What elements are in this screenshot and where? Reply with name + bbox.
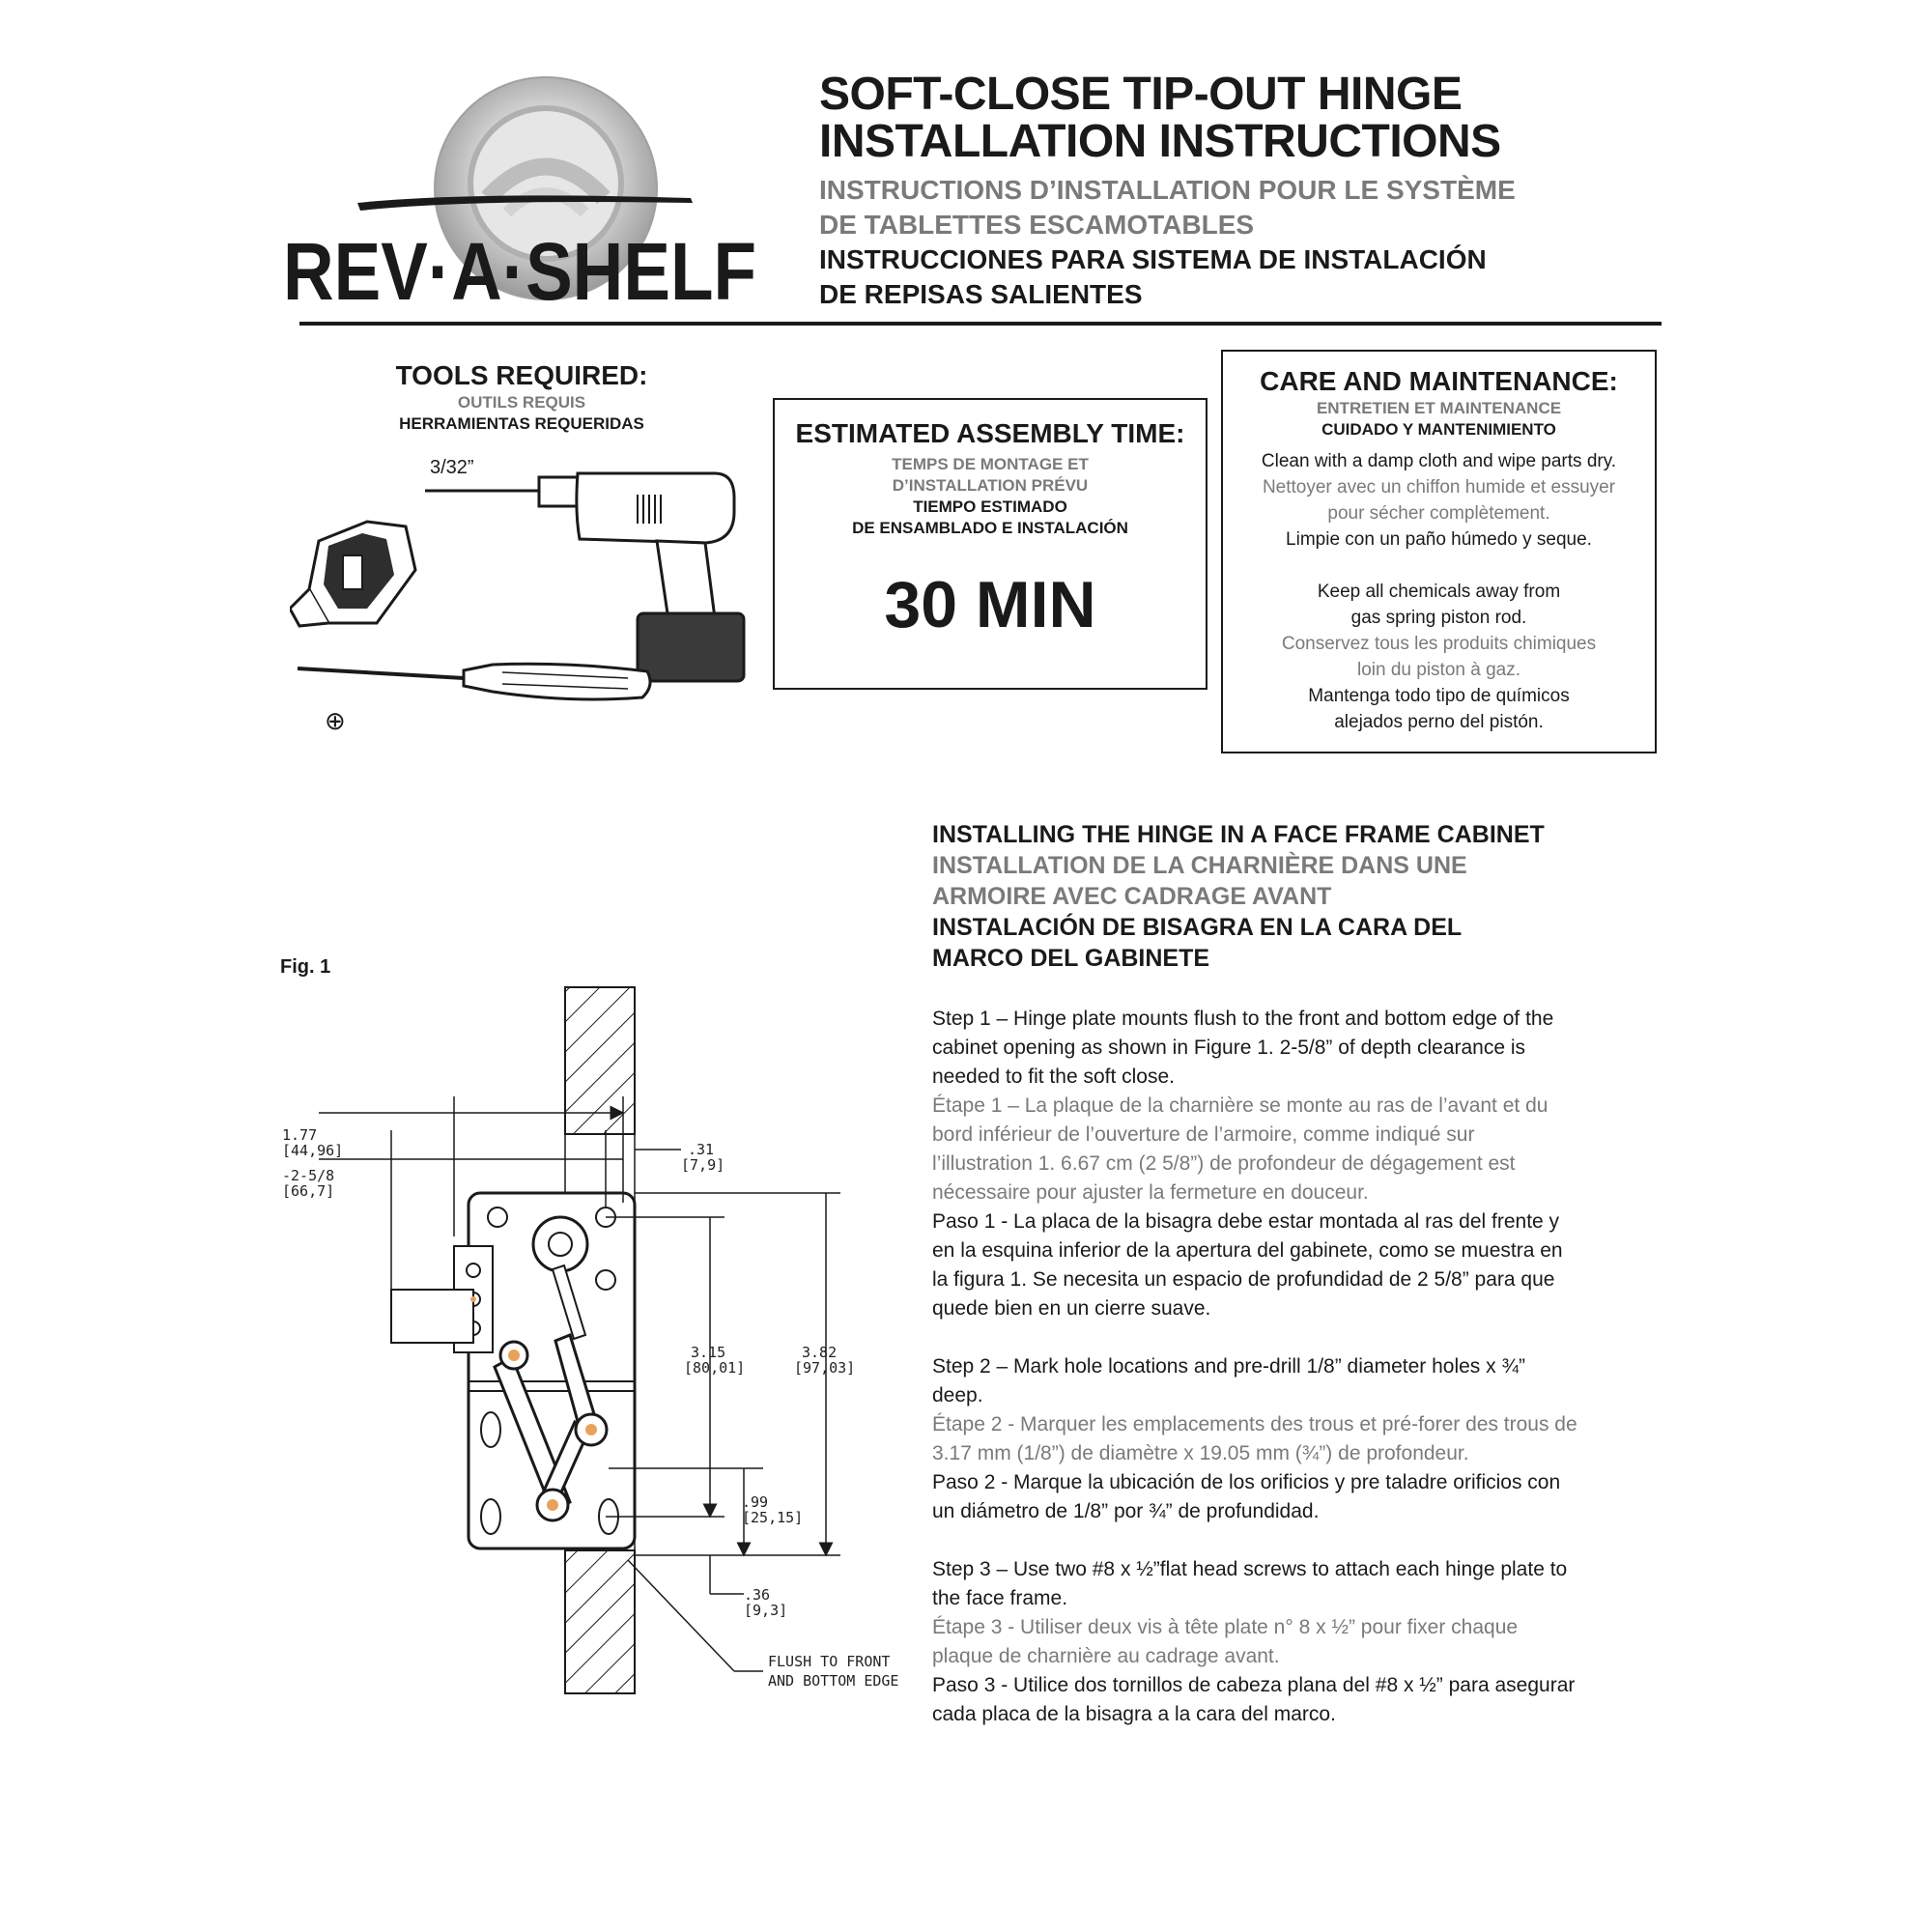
brand-logo xyxy=(275,68,778,328)
page-title-line2: INSTALLATION INSTRUCTIONS xyxy=(819,116,1501,167)
section-heading xyxy=(932,819,1579,974)
assembly-time-french-line1: TEMPS DE MONTAGE ET xyxy=(892,455,1089,473)
step-1-spanish: Paso 1 - La placa de la bisagra debe estar montada al ras del frente y en la esquina inferior de la apertura del gabinete, como se muestra en la figura 1. Se necesita un espacio de profundidad de 2 5/8” para que quede bien en un cierre suave. xyxy=(932,1210,1563,1320)
care-french-2a: Conservez tous les produits chimiques xyxy=(1281,634,1597,654)
dim-177-mm: [44,96] xyxy=(282,1142,344,1159)
section-heading-english: INSTALLING THE HINGE IN A FACE FRAME CABINET xyxy=(932,821,1545,848)
title-french-line2: DE TABLETTES ESCAMOTABLES xyxy=(819,210,1255,240)
title-french-line1: INSTRUCTIONS D’INSTALLATION POUR LE SYSTÈME xyxy=(819,175,1516,205)
tools-title-spanish: HERRAMIENTAS REQUERIDAS xyxy=(399,414,644,433)
assembly-time-box xyxy=(773,398,1208,690)
care-title: CARE AND MAINTENANCE: xyxy=(1260,366,1618,396)
dim-315-mm: [80,01] xyxy=(684,1359,746,1377)
dim-258-mm: [66,7] xyxy=(282,1182,335,1200)
tools-illustration xyxy=(290,454,753,744)
step-3-english: Step 3 – Use two #8 x ½”flat head screws to attach each hinge plate to the face frame. xyxy=(932,1558,1568,1609)
care-french-1a: Nettoyer avec un chiffon humide et essuyer xyxy=(1262,477,1616,497)
assembly-time-title: ESTIMATED ASSEMBLY TIME: xyxy=(795,418,1185,448)
dim-177: 1.77 xyxy=(282,1126,318,1144)
assembly-time-spanish-line1: TIEMPO ESTIMADO xyxy=(913,497,1067,516)
drill-bit-size: 3/32” xyxy=(430,457,474,478)
section-heading-spanish-line1: INSTALACIÓN DE BISAGRA EN LA CARA DEL xyxy=(932,914,1463,941)
care-english-2a: Keep all chemicals away from xyxy=(1317,582,1561,602)
section-heading-french-line1: INSTALLATION DE LA CHARNIÈRE DANS UNE xyxy=(932,852,1467,879)
header-divider xyxy=(299,322,1662,326)
step-3-spanish: Paso 3 - Utilice dos tornillos de cabeza plana del #8 x ½” para asegurar cada placa de la bisagra a la cara del marco. xyxy=(932,1674,1576,1725)
dim-315: 3.15 xyxy=(691,1344,726,1361)
dim-99-mm: [25,15] xyxy=(742,1509,804,1526)
hinge-plate xyxy=(391,1193,635,1548)
brand-wordmark: REV·A·SHELF xyxy=(283,226,756,317)
care-spanish-2b: alejados perno del pistón. xyxy=(1334,712,1544,732)
step-2-english: Step 2 – Mark hole locations and pre-drill 1/8” diameter holes x ¾” deep. xyxy=(932,1355,1525,1406)
dim-36: .36 xyxy=(744,1586,771,1604)
care-maintenance-box xyxy=(1221,350,1657,753)
assembly-time-spanish-line2: DE ENSAMBLADO E INSTALACIÓN xyxy=(852,519,1128,537)
tools-title: TOOLS REQUIRED: xyxy=(395,360,648,390)
care-title-spanish: CUIDADO Y MANTENIMIENTO xyxy=(1321,420,1556,439)
hinge-diagram xyxy=(280,976,918,1710)
dim-36-mm: [9,3] xyxy=(744,1602,788,1619)
section-heading-spanish-line2: MARCO DEL GABINETE xyxy=(932,945,1210,972)
step-2-spanish: Paso 2 - Marque la ubicación de los orificios y pre taladre orificios con un diámetro de 1/8” por ¾” de profundidad. xyxy=(932,1471,1561,1522)
tools-title-french: OUTILS REQUIS xyxy=(457,393,586,412)
dim-258: -2-5/8 xyxy=(282,1167,335,1184)
page-title-line1: SOFT-CLOSE TIP-OUT HINGE xyxy=(819,69,1463,120)
care-title-french: ENTRETIEN ET MAINTENANCE xyxy=(1316,399,1562,417)
dim-382-mm: [97,03] xyxy=(794,1359,856,1377)
care-english-2b: gas spring piston rod. xyxy=(1350,608,1527,628)
dim-31: .31 xyxy=(688,1141,715,1158)
care-french-2b: loin du piston à gaz. xyxy=(1356,660,1520,680)
care-french-1b: pour sécher complètement. xyxy=(1327,503,1550,524)
drill-icon xyxy=(425,473,744,681)
dim-382: 3.82 xyxy=(802,1344,838,1361)
tape-measure-icon xyxy=(290,522,415,626)
steps-list xyxy=(932,1005,1579,1729)
figure-label: Fig. 1 xyxy=(280,956,331,978)
care-english-1: Clean with a damp cloth and wipe parts dry. xyxy=(1261,451,1617,471)
care-spanish-2a: Mantenga todo tipo de químicos xyxy=(1308,686,1570,706)
phillips-icon: ⊕ xyxy=(325,707,346,736)
dim-31-mm: [7,9] xyxy=(681,1156,725,1174)
title-spanish-line1: INSTRUCCIONES PARA SISTEMA DE INSTALACIÓN xyxy=(819,244,1487,274)
tools-section xyxy=(328,359,715,435)
step-3-french: Étape 3 - Utiliser deux vis à tête plate n° 8 x ½” pour fixer chaque plaque de charnière au cadrage avant. xyxy=(932,1616,1519,1667)
dim-99: .99 xyxy=(742,1493,769,1511)
step-1-english: Step 1 – Hinge plate mounts flush to the front and bottom edge of the cabinet opening as shown in Figure 1. 2-5/8” of depth clearance is needed to fit the soft close. xyxy=(932,1008,1554,1088)
step-1-french: Étape 1 – La plaque de la charnière se monte au ras de l’avant et du bord inférieur de l’ouverture de l’armoire, comme indiqué sur l’illustration 1. 6.67 cm (2 5/8”) de profondeur de dégagement est nécessaire pour ajuster la fermeture en douceur. xyxy=(932,1094,1548,1204)
step-2-french: Étape 2 - Marquer les emplacements des trous et pré-forer des trous de 3.17 mm (1/8”) de diamètre x 19.05 mm (¾”) de profondeur. xyxy=(932,1413,1577,1464)
callout-flush-line1: FLUSH TO FRONT xyxy=(768,1653,891,1670)
assembly-time-french-line2: D’INSTALLATION PRÉVU xyxy=(892,476,1089,495)
screwdriver-icon xyxy=(298,664,650,699)
assembly-time-value: 30 MIN xyxy=(884,568,1096,641)
callout-flush-line2: AND BOTTOM EDGE xyxy=(768,1672,899,1690)
care-spanish-1: Limpie con un paño húmedo y seque. xyxy=(1286,529,1592,550)
section-heading-french-line2: ARMOIRE AVEC CADRAGE AVANT xyxy=(932,883,1332,910)
title-spanish-line2: DE REPISAS SALIENTES xyxy=(819,279,1143,309)
